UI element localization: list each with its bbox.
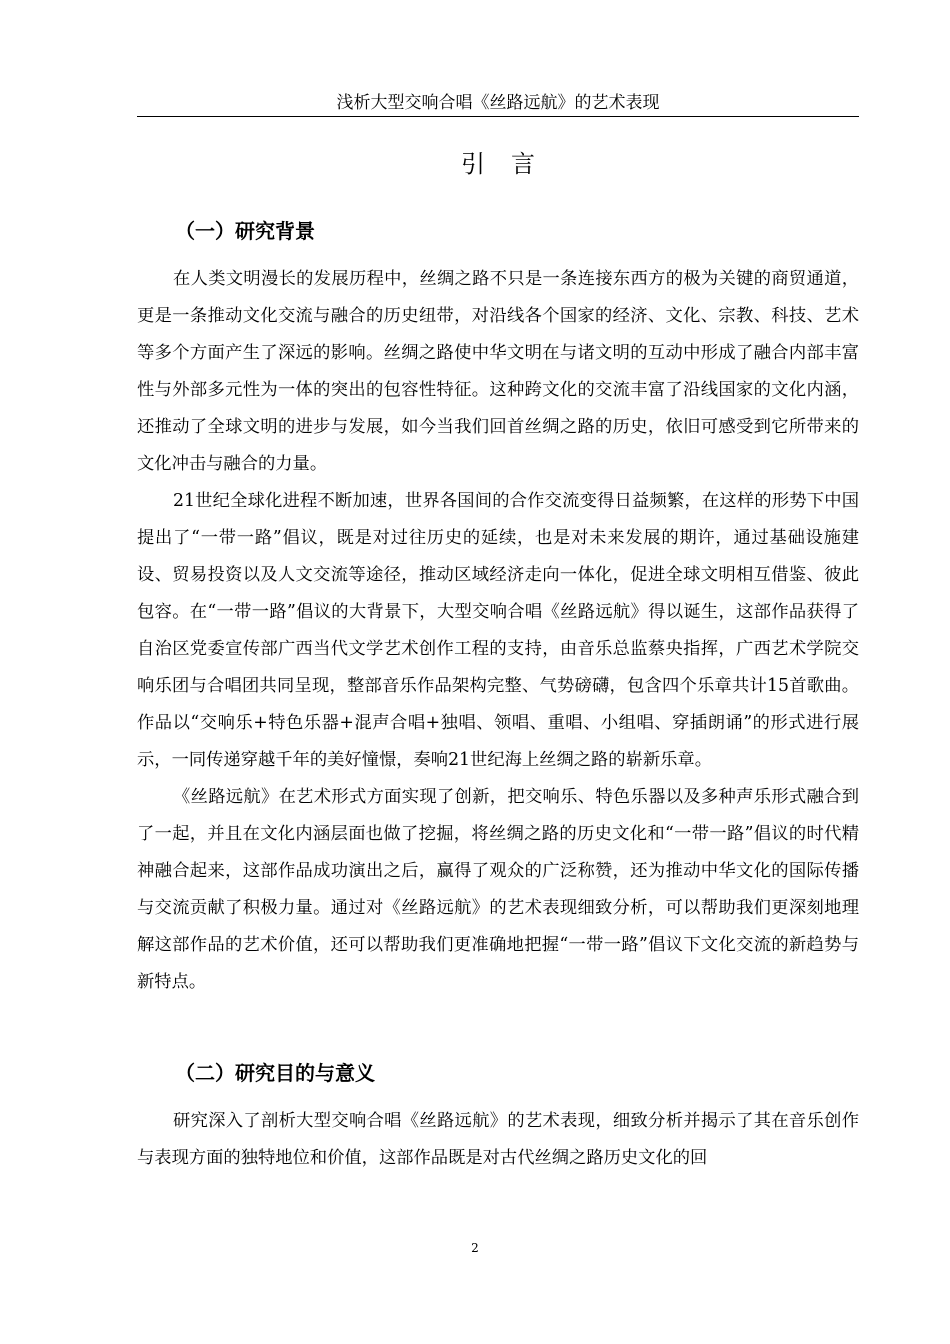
paragraph: 在人类文明漫长的发展历程中，丝绸之路不只是一条连接东西方的极为关键的商贸通道，更是一条推动文化交流与融合的历史纽带，对沿线各个国家的经济、文化、宗教、科技、艺术等多个方面产生了深远的影响。丝绸之路使中华文明在与诸文明的互动中形成了融合内部丰富性与外部多元性为一体的突出的包容性特征。这种跨文化的交流丰富了沿线国家的文化内涵，还推动了全球文明的进步与发展，如今当我们回首丝绸之路的历史，依旧可感受到它所带来的文化冲击与融合的力量。	[137, 269, 859, 474]
paragraph: 《丝路远航》在艺术形式方面实现了创新，把交响乐、特色乐器以及多种声乐形式融合到了一起，并且在文化内涵层面也做了挖掘，将丝绸之路的历史文化和“一带一路”倡议的时代精神融合起来，这部作品成功演出之后，赢得了观众的广泛称赞，还为推动中华文化的国际传播与交流贡献了积极力量。通过对《丝路远航》的艺术表现细致分析，可以帮助我们更深刻地理解这部作品的艺术价值，还可以帮助我们更准确地把握“一带一路”倡议下文化交流的新趋势与新特点。	[137, 787, 859, 992]
section-heading-purpose: （二）研究目的与意义	[175, 1061, 375, 1085]
section-body-background	[137, 261, 859, 1001]
paragraph: 研究深入了剖析大型交响合唱《丝路远航》的艺术表现，细致分析并揭示了其在音乐创作与表现方面的独特地位和价值，这部作品既是对古代丝绸之路历史文化的回	[137, 1111, 859, 1168]
section-body-purpose	[137, 1103, 859, 1177]
running-header: 浅析大型交响合唱《丝路远航》的艺术表现	[137, 92, 859, 117]
page-number: 2	[471, 1241, 479, 1255]
section-heading-background: （一）研究背景	[175, 219, 315, 243]
paragraph: 21世纪全球化进程不断加速，世界各国间的合作交流变得日益频繁，在这样的形势下中国提出了“一带一路”倡议，既是对过往历史的延续，也是对未来发展的期许，通过基础设施建设、贸易投资以及人文交流等途径，推动区域经济走向一体化，促进全球文明相互借鉴、彼此包容。在“一带一路”倡议的大背景下，大型交响合唱《丝路远航》得以诞生，这部作品获得了自治区党委宣传部广西当代文学艺术创作工程的支持，由音乐总监蔡央指挥，广西艺术学院交响乐团与合唱团共同呈现，整部音乐作品架构完整、气势磅礴，包含四个乐章共计15首歌曲。作品以“交响乐+特色乐器+混声合唱+独唱、领唱、重唱、小组唱、穿插朗诵”的形式进行展示，一同传递穿越千年的美好憧憬，奏响21世纪海上丝绸之路的崭新乐章。	[137, 491, 859, 770]
chapter-title: 引言	[461, 150, 561, 178]
